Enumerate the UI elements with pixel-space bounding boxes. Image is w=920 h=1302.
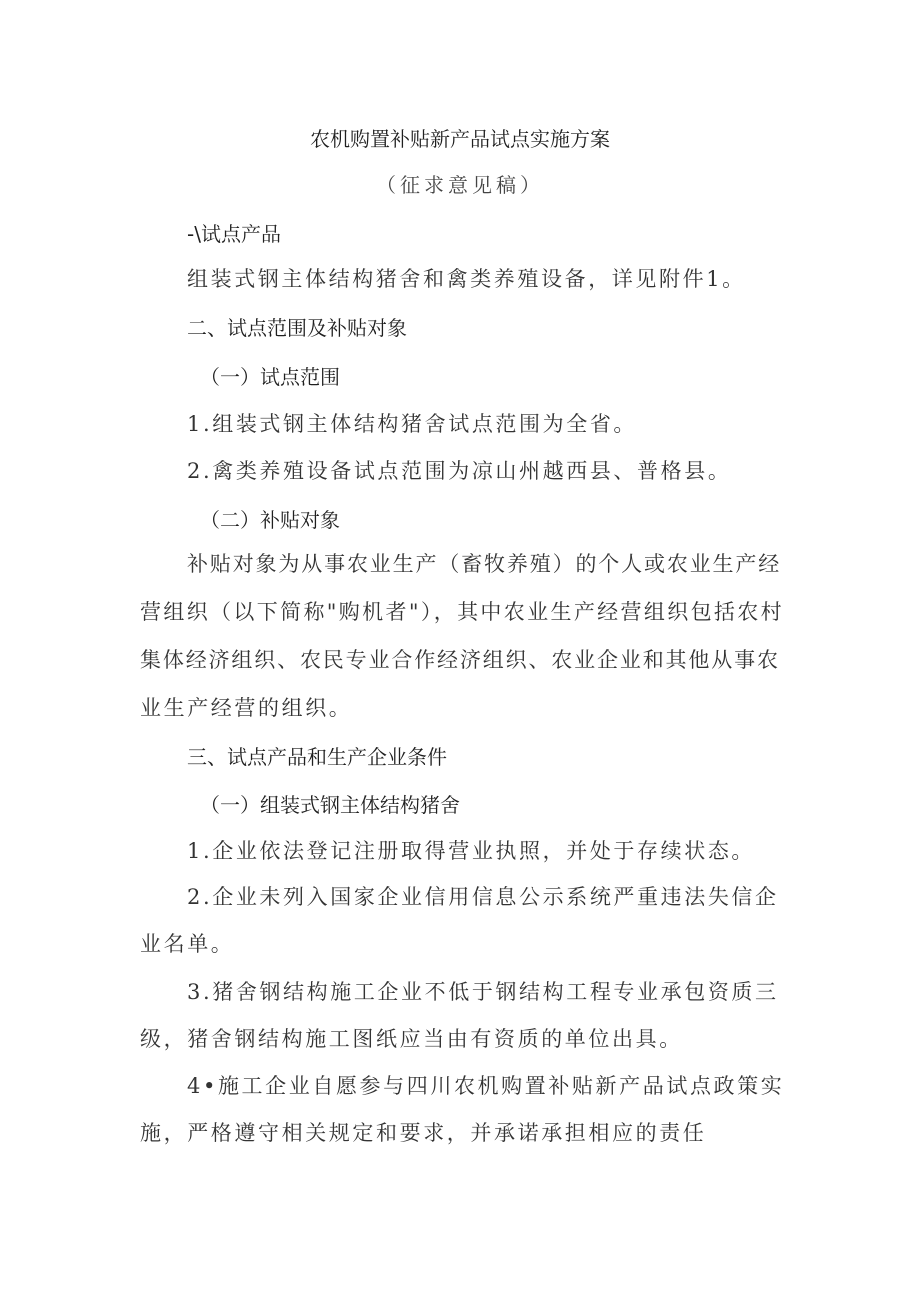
paragraph-pilot-products: 组装式钢主体结构猪舍和禽类养殖设备，详见附件1。 [187, 267, 746, 291]
list-item-scope-2: 2.禽类养殖设备试点范围为凉山州越西县、普格县。 [187, 459, 732, 483]
section-heading-3: 三、试点产品和生产企业条件 [187, 745, 447, 769]
list-item-condition-2-cont: 业名单。 [140, 932, 235, 956]
section-heading-2: 二、试点范围及补贴对象 [187, 316, 407, 340]
document-subtitle: （征求意见稿） [376, 173, 544, 197]
list-item-condition-2: 2.企业未列入国家企业信用信息公示系统严重违法失信企 [187, 885, 779, 909]
list-item-condition-3: 3.猪舍钢结构施工企业不低于钢结构工程专业承包资质三 [187, 980, 779, 1004]
paragraph-subsidy-line-1: 补贴对象为从事农业生产（畜牧养殖）的个人或农业生产经 [187, 552, 782, 576]
list-item-condition-3-cont: 级，猪舍钢结构施工图纸应当由有资质的单位出具。 [140, 1027, 683, 1051]
subsection-heading-pig-house: （一）组装式钢主体结构猪舍 [200, 793, 460, 817]
paragraph-subsidy-line-2: 营组织（以下简称"购机者"），其中农业生产经营组织包括农村 [140, 600, 784, 624]
subsection-heading-subsidy-target: （二）补贴对象 [200, 508, 340, 532]
paragraph-subsidy-line-4: 业生产经营的组织。 [140, 696, 353, 720]
list-item-scope-1: 1.组装式钢主体结构猪舍试点范围为全省。 [187, 412, 638, 436]
list-item-condition-4: 4•施工企业自愿参与四川农机购置补贴新产品试点政策实 [187, 1074, 785, 1098]
section-heading-1: -\试点产品 [187, 222, 281, 246]
list-item-condition-1: 1.企业依法登记注册取得营业执照，并处于存续状态。 [187, 839, 756, 863]
paragraph-subsidy-line-3: 集体经济组织、农民专业合作经济组织、农业企业和其他从事农 [140, 648, 780, 672]
list-item-condition-4-cont: 施，严格遵守相关规定和要求，并承诺承担相应的责任 [140, 1121, 707, 1145]
document-title: 农机购置补贴新产品试点实施方案 [310, 127, 610, 151]
subsection-heading-scope: （一）试点范围 [200, 365, 340, 389]
